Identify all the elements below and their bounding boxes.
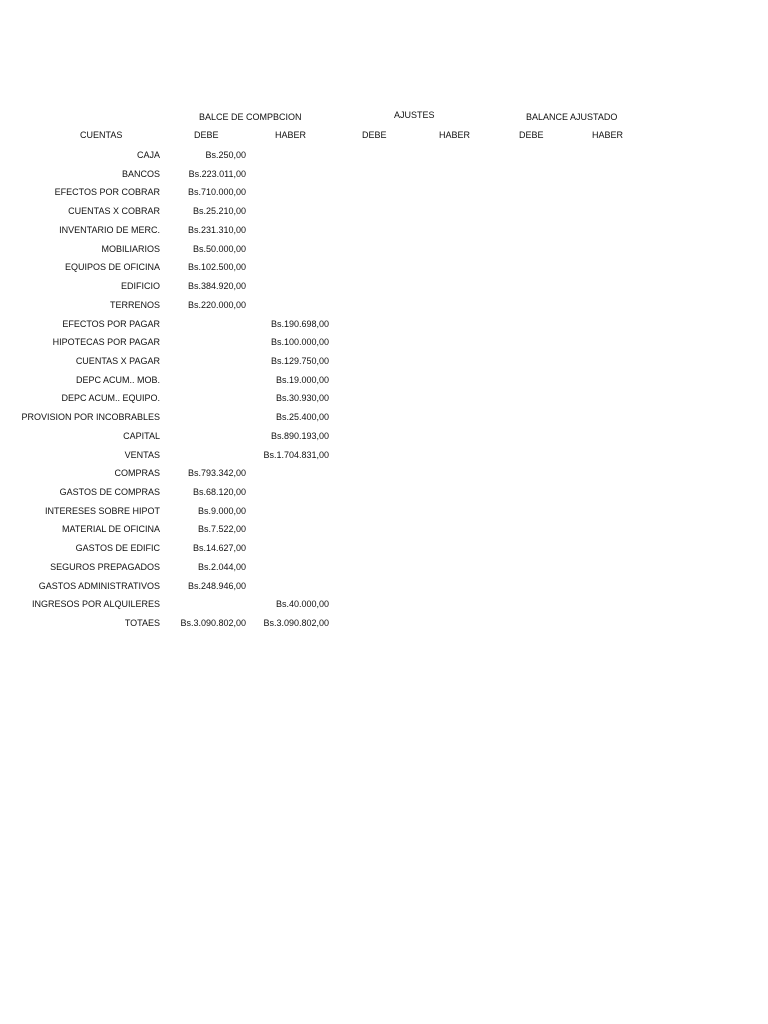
table-row <box>0 225 768 243</box>
account-name: EFECTOS POR COBRAR <box>54 187 160 198</box>
haber-amount: Bs.3.090.802,00 <box>263 618 329 628</box>
table-row <box>0 187 768 205</box>
haber-amount: Bs.190.698,00 <box>270 318 329 329</box>
debe-amount: Bs.220.000,00 <box>187 299 246 310</box>
haber-amount: Bs.25.400,00 <box>275 412 329 423</box>
column-header-haber-comprobacion: HABER <box>275 130 307 140</box>
haber-amount: Bs.19.000,00 <box>275 374 329 385</box>
table-row <box>0 150 768 168</box>
table-row <box>0 543 768 561</box>
account-name: GASTOS DE EDIFIC <box>75 543 160 554</box>
account-name: DEPC ACUM.. MOB. <box>75 374 160 385</box>
table-row <box>0 562 768 580</box>
group-header-balance-ajustado: BALANCE AJUSTADO <box>526 112 618 122</box>
column-header-haber-ajustes: HABER <box>439 130 471 140</box>
account-name: CUENTAS X COBRAR <box>68 206 160 217</box>
account-name: INVENTARIO DE MERC. <box>59 224 160 235</box>
table-row <box>0 487 768 505</box>
account-name: EQUIPOS DE OFICINA <box>64 262 160 273</box>
account-name: CAPITAL <box>123 430 160 441</box>
account-name: EFECTOS POR PAGAR <box>62 318 160 329</box>
debe-amount: Bs.248.946,00 <box>187 580 246 591</box>
debe-amount: Bs.7.522,00 <box>197 524 246 535</box>
account-name: TOTAES <box>124 618 160 628</box>
account-name: CAJA <box>136 150 160 160</box>
account-name: GASTOS ADMINISTRATIVOS <box>38 580 160 591</box>
table-row <box>0 412 768 430</box>
account-name: VENTAS <box>124 449 160 460</box>
table-row <box>0 281 768 299</box>
table-row <box>0 524 768 542</box>
table-row <box>0 300 768 318</box>
column-header-debe-ajustado: DEBE <box>519 130 544 140</box>
account-name: PROVISION POR INCOBRABLES <box>21 412 160 423</box>
column-header-cuentas: CUENTAS <box>80 130 123 140</box>
column-header-debe-ajustes: DEBE <box>362 130 387 140</box>
table-row <box>0 244 768 262</box>
haber-amount: Bs.129.750,00 <box>270 355 329 366</box>
table-row <box>0 468 768 486</box>
debe-amount: Bs.3.090.802,00 <box>180 618 246 628</box>
table-row <box>0 169 768 187</box>
account-name: GASTOS DE COMPRAS <box>59 487 160 497</box>
haber-amount: Bs.1.704.831,00 <box>263 449 329 460</box>
debe-amount: Bs.250,00 <box>205 150 246 160</box>
column-header-haber-ajustado: HABER <box>592 130 624 140</box>
account-name: COMPRAS <box>114 468 160 479</box>
debe-amount: Bs.102.500,00 <box>187 262 246 273</box>
haber-amount: Bs.100.000,00 <box>270 337 329 348</box>
account-name: INGRESOS POR ALQUILERES <box>31 599 160 610</box>
debe-amount: Bs.50.000,00 <box>192 243 246 254</box>
debe-amount: Bs.14.627,00 <box>192 543 246 554</box>
debe-amount: Bs.223.011,00 <box>188 168 246 179</box>
debe-amount: Bs.793.342,00 <box>187 468 246 479</box>
account-name: HIPOTECAS POR PAGAR <box>52 337 160 348</box>
haber-amount: Bs.30.930,00 <box>275 393 329 404</box>
table-row <box>0 356 768 374</box>
table-row <box>0 337 768 355</box>
debe-amount: Bs.710.000,00 <box>187 187 246 198</box>
debe-amount: Bs.2.044,00 <box>197 561 246 572</box>
debe-amount: Bs.68.120,00 <box>192 487 246 497</box>
table-row <box>0 319 768 337</box>
column-header-debe-comprobacion: DEBE <box>194 130 219 140</box>
table-row <box>0 262 768 280</box>
account-name: BANCOS <box>121 168 160 179</box>
table-row <box>0 431 768 449</box>
table-row <box>0 393 768 411</box>
table-row <box>0 450 768 468</box>
debe-amount: Bs.25.210,00 <box>192 206 246 217</box>
table-row <box>0 618 768 636</box>
debe-amount: Bs.9.000,00 <box>197 505 246 516</box>
group-header-comprobacion: BALCE DE COMPBCION <box>199 112 302 122</box>
debe-amount: Bs.384.920,00 <box>187 281 246 291</box>
account-name: MOBILIARIOS <box>101 243 160 254</box>
table-row <box>0 506 768 524</box>
table-row <box>0 375 768 393</box>
table-row <box>0 581 768 599</box>
haber-amount: Bs.890.193,00 <box>270 430 329 441</box>
table-row <box>0 206 768 224</box>
account-name: TERRENOS <box>109 299 160 310</box>
account-name: SEGUROS PREPAGADOS <box>50 561 160 572</box>
debe-amount: Bs.231.310,00 <box>187 224 246 235</box>
account-name: INTERESES SOBRE HIPOT <box>44 505 160 516</box>
account-name: EDIFICIO <box>120 281 160 291</box>
table-row <box>0 599 768 617</box>
account-name: MATERIAL DE OFICINA <box>61 524 160 535</box>
haber-amount: Bs.40.000,00 <box>275 599 329 610</box>
account-name: CUENTAS X PAGAR <box>75 355 160 366</box>
account-name: DEPC ACUM.. EQUIPO. <box>61 393 160 404</box>
group-header-ajustes: AJUSTES <box>394 110 435 120</box>
